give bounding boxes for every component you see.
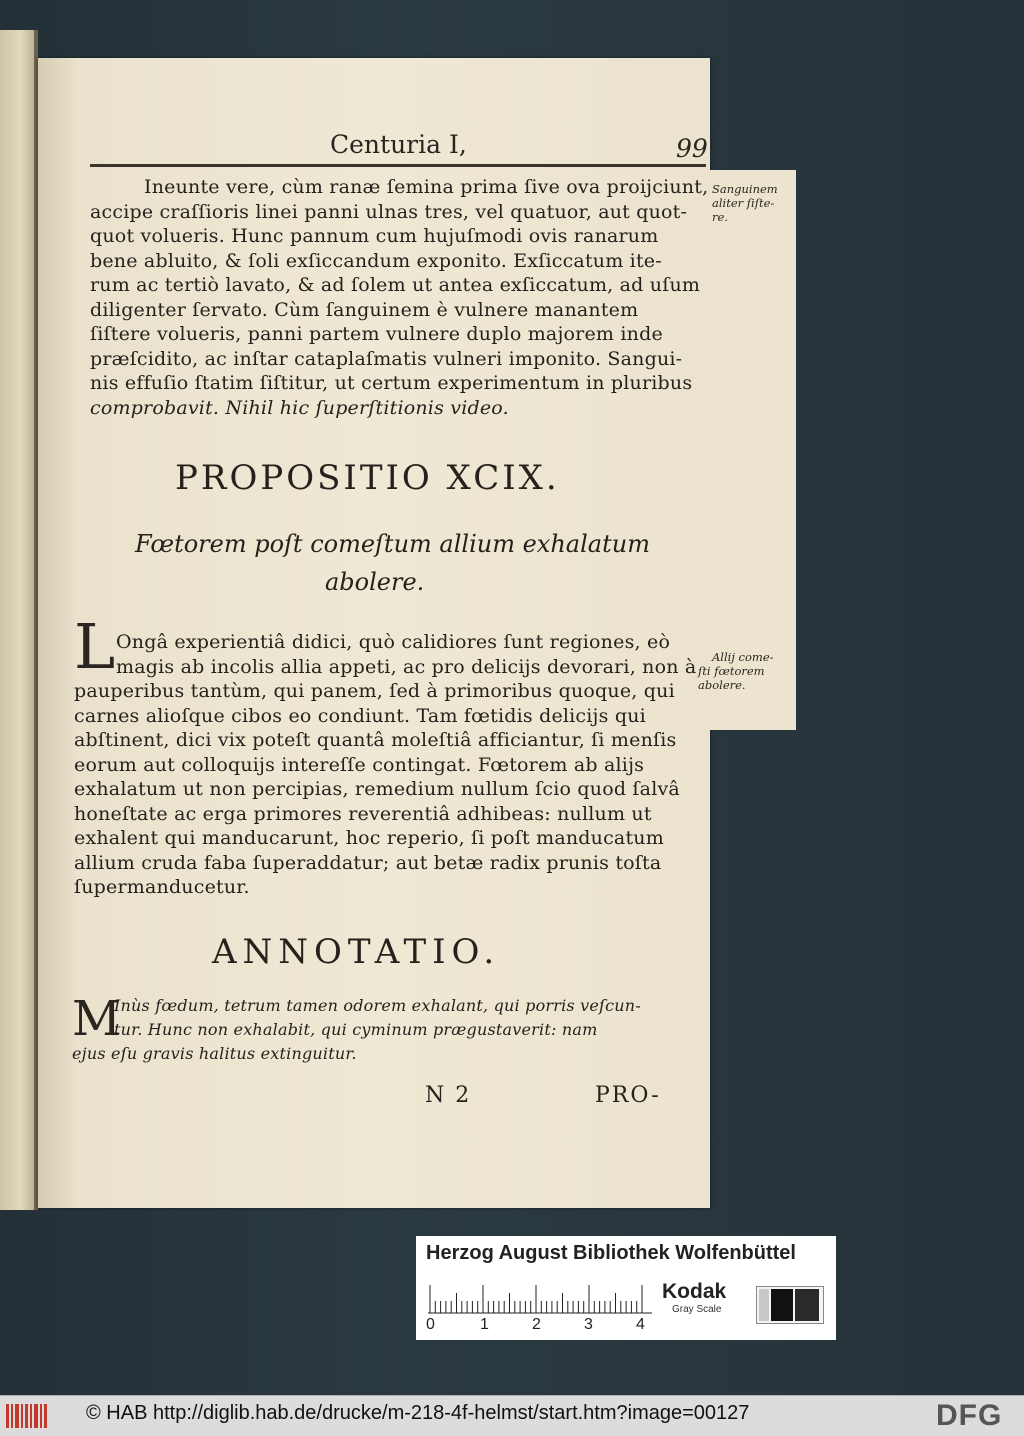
running-head: Centuria I, — [330, 130, 467, 159]
text-line: eorum aut colloquijs intereſſe contingat. Fœtorem ab alijs — [74, 753, 645, 776]
proposition-subtitle-line: abolere. — [325, 568, 425, 596]
note-line: abolere. — [698, 678, 746, 692]
swatch — [771, 1289, 793, 1321]
text-line: carnes alioſque cibos eo condiunt. Tam fœtidis delicijs qui — [74, 704, 646, 727]
ruler-number: 2 — [532, 1316, 541, 1333]
text-line: accipe craſſioris linei panni ulnas tres, vel quatuor, aut quot- — [90, 200, 688, 223]
text-line: quot volueris. Hunc pannum cum hujuſmodi ovis ranarum — [90, 225, 659, 247]
ruler-number: 1 — [480, 1316, 489, 1333]
note-line: Allij come- — [712, 650, 774, 664]
text-line: diligenter ſervato. Cùm ſanguinem è vulnere manantem — [90, 298, 639, 321]
marginal-note — [712, 182, 778, 224]
viewer-footer-bar — [0, 1395, 1024, 1436]
text-line: allium cruda faba ſuperaddatur; aut betæ radix prunis toſta — [74, 851, 662, 874]
kodak-logo: Kodak — [662, 1280, 727, 1303]
dfg-logo: DFG — [936, 1399, 1003, 1432]
text-line: Inùs fœdum, tetrum tamen odorem exhalant, qui porris veſcun- — [114, 996, 641, 1015]
note-line: re. — [712, 210, 728, 224]
note-line: aliter ſiſte- — [712, 196, 775, 210]
annotation-title: ANNOTATIO. — [212, 932, 501, 972]
text-line: honeſtate ac erga primores reverentiâ adhibeas: nullum ut — [74, 802, 652, 825]
proposition-title: PROPOSITIO XCIX. — [175, 458, 560, 498]
text-line: magis ab incolis allia appeti, ac pro delicijs devorari, non à — [116, 655, 697, 678]
text-line: rum ac tertiò lavato, & ad ſolem ut antea exſiccatum, ad uſum — [90, 274, 701, 296]
text-line: exhalent qui manducarunt, hoc reperio, ſi poſt manducatum — [74, 827, 664, 849]
drop-cap: M — [72, 991, 122, 1047]
text-line: exhalatum ut non percipias, remedium nullum ſcio quod ſalvâ — [74, 778, 680, 800]
library-name: Herzog August Bibliothek Wolfenbüttel — [426, 1242, 796, 1264]
text-line: pauperibus tantùm, qui panem, ſed à primoribus quoque, qui — [74, 680, 675, 702]
text-line: nis effuſio ſtatim ſiſtitur, ut certum experimentum in pluribus — [90, 372, 693, 394]
ruler-number: 4 — [636, 1316, 645, 1333]
text-line: abſtinent, dici vix poteſt quantâ moleſtiâ afficiantur, ſi menſis — [74, 729, 677, 751]
proposition-subtitle-line: Fœtorem poſt comeſtum allium exhalatum — [135, 530, 650, 558]
swatch — [759, 1289, 769, 1321]
margin-note-strip — [710, 170, 796, 730]
marginal-note — [698, 650, 774, 692]
barcode-icon — [6, 1402, 48, 1430]
color-calibration-card — [416, 1236, 836, 1340]
text-line: ejus eſu gravis halitus extinguitur. — [72, 1044, 357, 1063]
text-line: præſcidito, ac inſtar cataplaſmatis vulneri imponito. Sangui- — [90, 347, 683, 370]
page-number: 99 — [676, 134, 708, 163]
second-paragraph — [74, 630, 696, 900]
previous-page-edge — [0, 30, 34, 1210]
gray-scale-label: Gray Scale — [672, 1304, 722, 1315]
text-line: Ineunte vere, cùm ranæ ſemina prima ſive ova proijciunt, — [144, 176, 709, 198]
annotation-text — [72, 994, 641, 1066]
note-line: Sanguinem — [712, 182, 778, 196]
text-line: comprobavit. Nihil hic ſuperſtitionis video. — [90, 396, 509, 419]
page-header — [330, 130, 710, 166]
text-line: ſupermanducetur. — [74, 876, 250, 898]
header-rule — [90, 164, 706, 167]
drop-cap: L — [74, 610, 116, 683]
text-line: tur. Hunc non exhalabit, qui cyminum prægustaverit: nam — [114, 1020, 598, 1039]
ruler-number: 0 — [426, 1316, 435, 1333]
signature-mark: N 2 — [425, 1083, 472, 1108]
text-line: ſiſtere volueris, panni partem vulnere duplo majorem inde — [90, 323, 663, 345]
gray-swatches — [756, 1286, 824, 1324]
text-line: bene abluito, & ſoli exſiccandum exponito. Exſiccatum ite- — [90, 249, 662, 272]
copyright-url[interactable]: © HAB http://diglib.hab.de/drucke/m-218-4f-helmst/start.htm?image=00127 — [86, 1402, 750, 1424]
first-paragraph — [90, 175, 708, 420]
swatch — [795, 1289, 819, 1321]
note-line: ſti fœtorem — [698, 664, 765, 678]
text-line: Ongâ experientiâ didici, quò calidiores ſunt regiones, eò — [116, 631, 671, 653]
ruler-scale — [428, 1282, 652, 1314]
ruler-number: 3 — [584, 1316, 593, 1333]
catchword: PRO- — [595, 1083, 661, 1108]
